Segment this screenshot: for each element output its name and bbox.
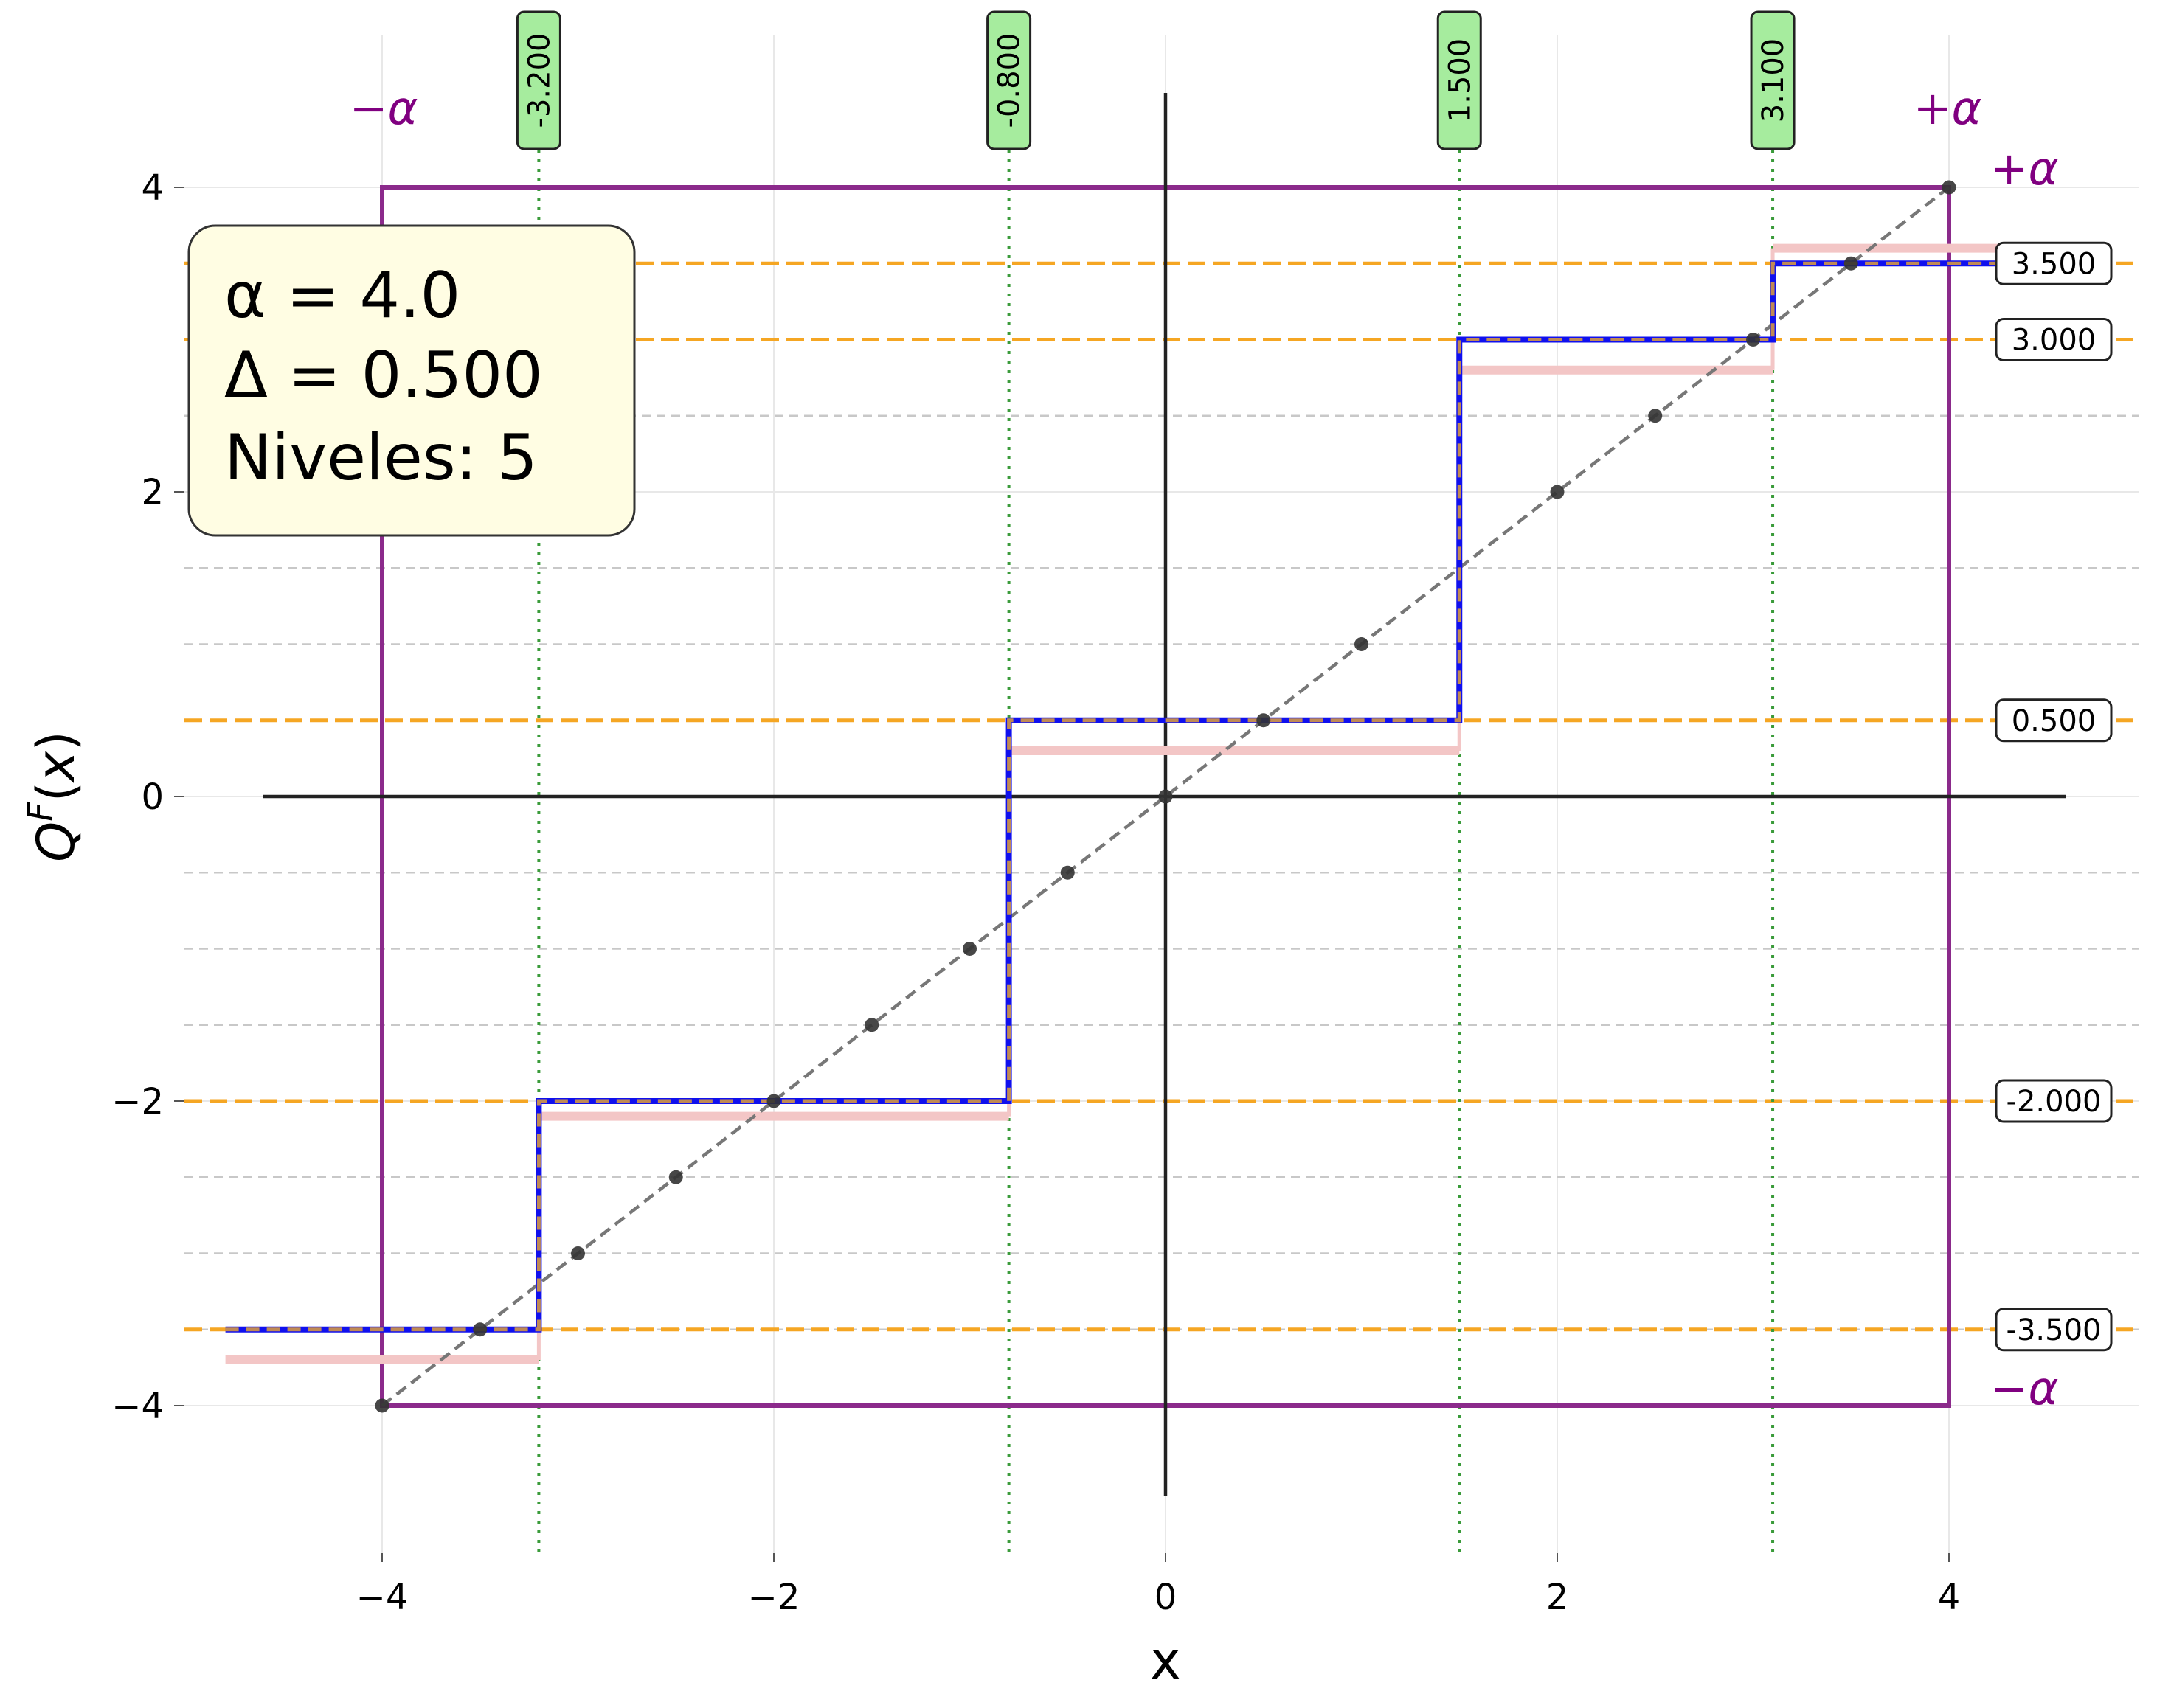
sample-point [1844, 257, 1858, 271]
y-axis-label: $Q^F(x)$ [20, 731, 86, 862]
y-tick-label: −4 [111, 1386, 164, 1427]
sample-point [1746, 333, 1760, 347]
labels-layer [350, 12, 2111, 1415]
alpha-plus-top-label: +α [1913, 81, 1982, 135]
info-box-levels: Niveles: 5 [224, 421, 538, 495]
x-axis-label: x [1150, 1631, 1181, 1691]
info-box-delta: Δ = 0.500 [224, 339, 543, 412]
threshold-label: -0.800 [992, 32, 1027, 128]
alpha-minus-right-label: −α [1990, 1361, 2059, 1415]
x-tick-label: 0 [1154, 1577, 1177, 1618]
threshold-label: 3.100 [1756, 38, 1791, 123]
level-label: 3.000 [2011, 323, 2097, 358]
x-tick-label: −2 [747, 1577, 800, 1618]
alpha-minus-top-label: −α [349, 81, 418, 135]
sample-point [1648, 409, 1662, 423]
y-tick-label: 4 [141, 167, 164, 209]
threshold-label: 1.500 [1443, 38, 1478, 123]
sample-point [1256, 713, 1270, 727]
x-tick-label: 4 [1937, 1577, 1961, 1618]
sample-point [865, 1018, 879, 1032]
y-tick-label: 2 [141, 472, 164, 513]
info-box-alpha: α = 4.0 [224, 259, 461, 333]
x-tick-label: 2 [1545, 1577, 1569, 1618]
info-box [189, 226, 634, 535]
level-label: 0.500 [2011, 704, 2097, 738]
sample-point [571, 1246, 585, 1260]
level-label: -3.500 [2006, 1313, 2102, 1347]
y-tick-label: −2 [111, 1081, 164, 1122]
alpha-plus-right-label: +α [1990, 142, 2059, 195]
sample-point [1942, 181, 1956, 195]
threshold-label: -3.200 [522, 32, 557, 128]
level-label: -2.000 [2006, 1085, 2102, 1119]
sample-point [963, 942, 977, 956]
decision-thresholds-layer [539, 140, 1773, 1553]
y-tick-label: 0 [141, 777, 164, 818]
sample-point [1061, 866, 1075, 880]
sample-point [767, 1094, 781, 1108]
sample-point [1159, 790, 1173, 804]
sample-point [473, 1322, 487, 1336]
sample-point [669, 1170, 683, 1184]
sample-point [1551, 485, 1565, 499]
sample-point [1354, 637, 1368, 651]
x-tick-label: −4 [356, 1577, 409, 1618]
sample-point [375, 1399, 389, 1413]
level-label: 3.500 [2011, 247, 2097, 282]
